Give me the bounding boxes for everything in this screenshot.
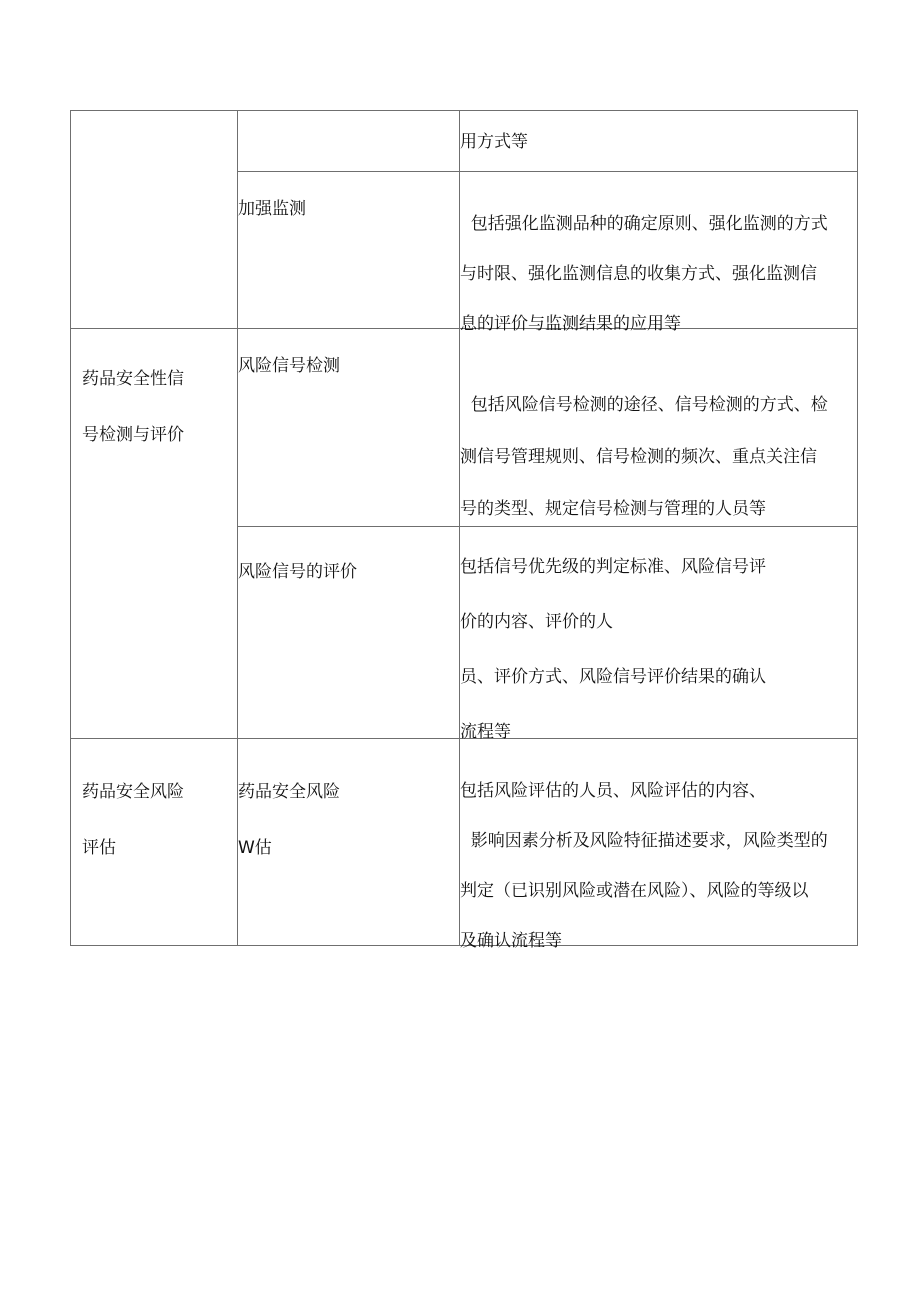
content-cell: [460, 766, 828, 966]
cell-line: 药品安全风险: [238, 782, 340, 802]
category-cell: [82, 764, 184, 876]
cell-line: 药品安全风险: [82, 782, 184, 802]
item-cell: [238, 354, 340, 378]
cell-line: 风险信号检测: [238, 356, 340, 376]
content-cell: [460, 540, 766, 760]
cell-line: 号的类型、规定信号检测与管理的人员等: [460, 499, 766, 519]
cell-line: 包括风险评估的人员、风险评估的内容、: [460, 781, 766, 801]
cell-line: 包括强化监测品种的确定原则、强化监测的方式: [460, 214, 828, 234]
cell-line: 影响因素分析及风险特征描述要求，风险类型的: [460, 831, 828, 851]
cell-line: 包括信号优先级的判定标准、风险信号评: [460, 557, 766, 577]
cell-line: 号检测与评价: [82, 425, 184, 445]
cell-line: W估: [238, 838, 272, 858]
document-table: [70, 110, 858, 951]
cell-line: 价的内容、评价的人: [460, 612, 613, 632]
cell-line: 用方式等: [460, 132, 528, 152]
cell-line: 评估: [82, 838, 116, 858]
table-border-right: [857, 110, 858, 946]
cell-line: 药品安全性信: [82, 369, 184, 389]
item-cell: [238, 560, 357, 584]
cell-line: 员、评价方式、风险信号评价结果的确认: [460, 667, 766, 687]
item-cell: [238, 764, 340, 876]
cell-line: 风险信号的评价: [238, 562, 357, 582]
category-cell: [82, 351, 184, 463]
cell-line: 加强监测: [238, 199, 306, 219]
cell-line: 及确认流程等: [460, 931, 562, 951]
cell-line: 流程等: [460, 722, 511, 742]
content-cell: [460, 379, 828, 535]
table-border-left: [70, 110, 71, 946]
content-cell: [460, 130, 528, 154]
table-border-top: [70, 110, 858, 111]
cell-line: 息的评价与监测结果的应用等: [460, 314, 681, 334]
row-divider: [237, 171, 858, 172]
content-cell: [460, 199, 828, 349]
cell-line: 测信号管理规则、信号检测的频次、重点关注信: [460, 447, 817, 467]
cell-line: 包括风险信号检测的途径、信号检测的方式、检: [460, 395, 828, 415]
cell-line: 与时限、强化监测信息的收集方式、强化监测信: [460, 264, 817, 284]
cell-line: 判定（已识别风险或潜在风险）、风险的等级以: [460, 881, 809, 901]
item-cell: [238, 197, 306, 221]
